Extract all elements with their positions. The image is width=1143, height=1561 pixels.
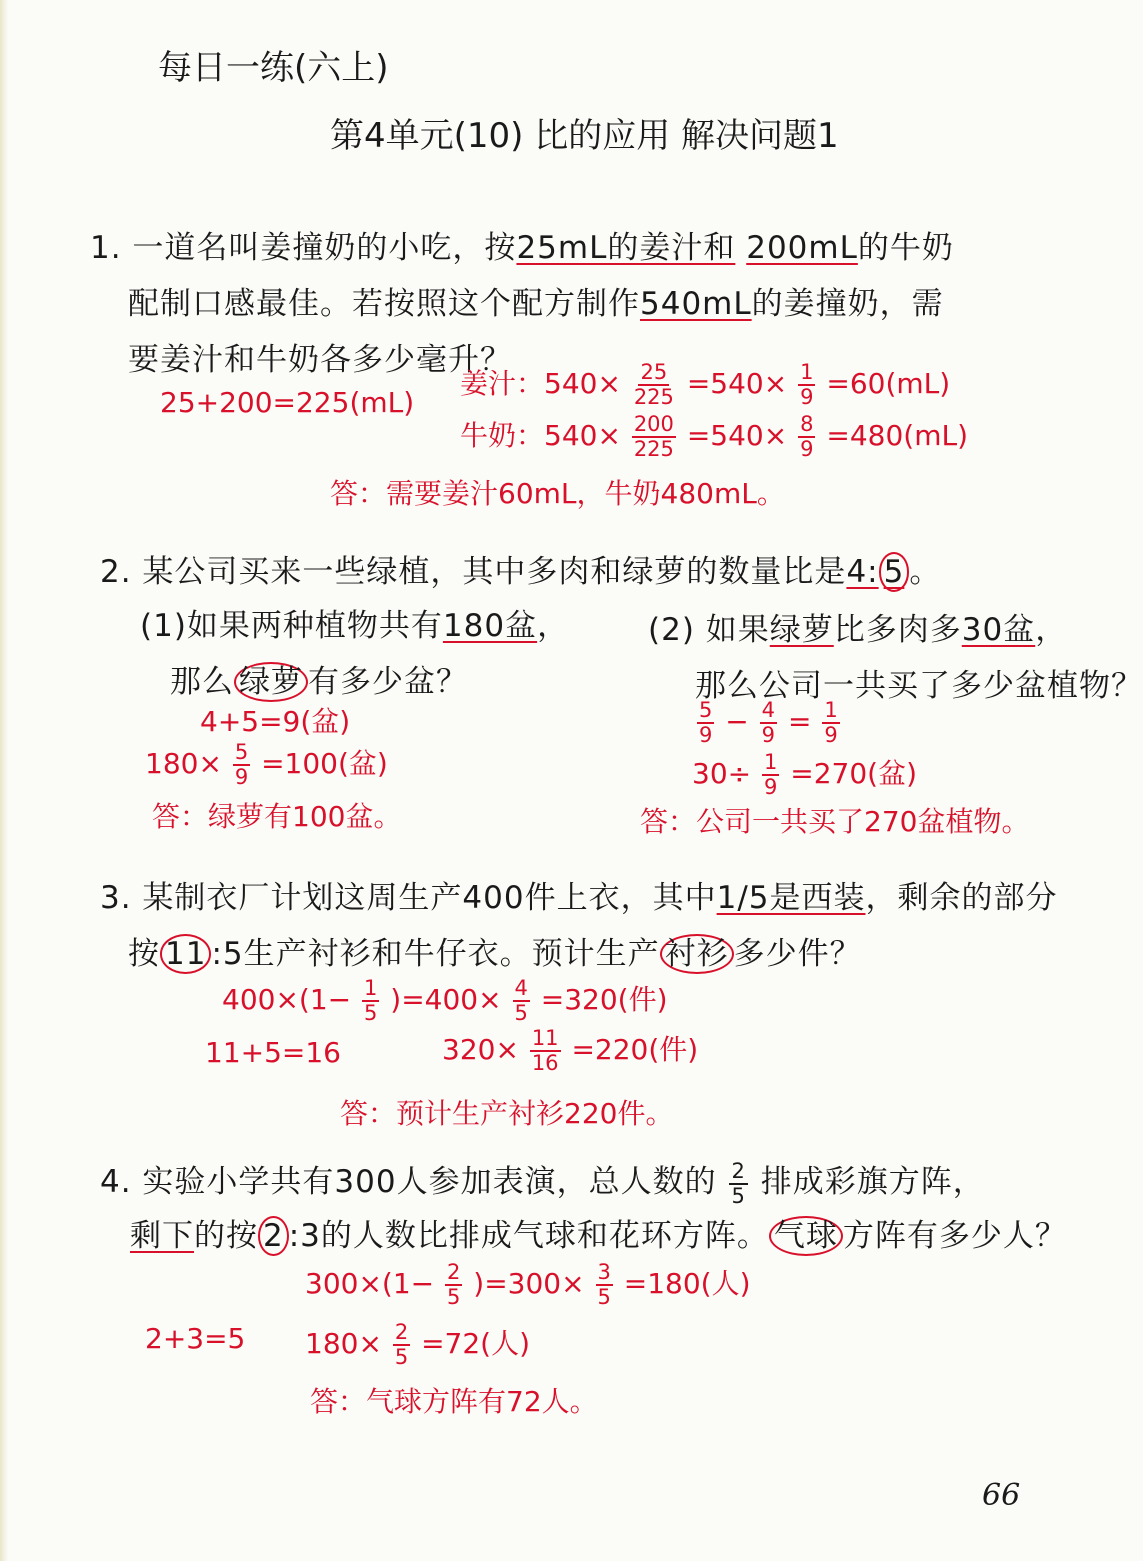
fraction bbox=[362, 978, 379, 1024]
q1-answer: 答：需要姜汁60mL，牛奶480mL。 bbox=[330, 477, 785, 510]
numerator: 5 bbox=[699, 698, 713, 722]
circled-ratio-part: 5 bbox=[879, 552, 910, 592]
q2-underlined-diff: 30盆 bbox=[961, 612, 1036, 648]
fraction bbox=[632, 414, 676, 460]
q4-text: 的按 bbox=[194, 1218, 258, 1254]
q2-text: (1)如果两种植物共有 bbox=[140, 608, 443, 644]
denominator: 9 bbox=[761, 723, 776, 747]
calc-text: 姜汁：540× bbox=[460, 367, 621, 400]
fraction bbox=[729, 1158, 747, 1208]
q2-p2-calc2 bbox=[692, 752, 917, 798]
q2-text: 有多少盆？ bbox=[308, 664, 468, 700]
q3-underlined-suits: 1/5是西装 bbox=[716, 880, 866, 916]
denominator: 5 bbox=[514, 1001, 528, 1025]
numerator: 200 bbox=[633, 412, 674, 436]
q1-text: 配制口感最佳。若按照这个配方制作 bbox=[128, 286, 640, 322]
q2-p2-line2: 那么公司一共买了多少盆植物？ bbox=[695, 668, 1143, 704]
denominator: 5 bbox=[731, 1183, 746, 1208]
calc-text: =60(mL) bbox=[826, 367, 951, 400]
q4-text: 的人数比排成气球和花环方阵。 bbox=[320, 1218, 769, 1254]
q2-p1-answer: 答：绿萝有100盆。 bbox=[152, 800, 402, 833]
q4-text: 4. 实验小学共有300人参加表演，总人数的 bbox=[100, 1164, 717, 1200]
circled-ratio-part: 2 bbox=[258, 1216, 289, 1256]
q2-ratio bbox=[846, 552, 909, 592]
fraction bbox=[596, 1262, 613, 1308]
q4-line1 bbox=[100, 1156, 985, 1207]
fraction bbox=[798, 414, 815, 460]
unit-title: 第4单元(10) 比的应用 解决问题1 bbox=[330, 116, 839, 156]
q4-line2 bbox=[130, 1210, 1067, 1255]
calc-text: 300×(1− bbox=[305, 1267, 435, 1300]
q3-calc1 bbox=[222, 978, 668, 1024]
q4-text: 方阵有多少人？ bbox=[842, 1218, 1067, 1254]
q4-text: 排成彩旗方阵， bbox=[760, 1164, 985, 1200]
numerator: 8 bbox=[800, 412, 814, 436]
denominator: 5 bbox=[394, 1345, 409, 1369]
numerator: 1 bbox=[364, 976, 378, 1000]
q2-p2-line1 bbox=[648, 604, 1067, 649]
circled-word: 气球 bbox=[769, 1216, 843, 1256]
fraction bbox=[822, 700, 839, 746]
calc-text: − bbox=[725, 705, 749, 738]
calc-text: )=400× bbox=[390, 983, 502, 1016]
denominator: 16 bbox=[531, 1051, 559, 1075]
fraction bbox=[513, 978, 530, 1024]
denominator: 9 bbox=[699, 723, 713, 747]
fraction bbox=[233, 742, 250, 788]
denominator: 5 bbox=[447, 1285, 461, 1309]
q4-answer: 答：气球方阵有72人。 bbox=[310, 1385, 598, 1418]
calc-text: 牛奶：540× bbox=[460, 419, 621, 452]
q4-calc1 bbox=[305, 1262, 751, 1308]
q2-p1-line1 bbox=[140, 600, 569, 645]
q1-sum: 25+200=225(mL) bbox=[160, 386, 415, 419]
q2-text: 比多肉多 bbox=[833, 612, 962, 648]
q3-answer: 答：预计生产衬衫220件。 bbox=[340, 1097, 674, 1130]
q2-line1 bbox=[100, 546, 941, 591]
fraction bbox=[445, 1262, 462, 1308]
fraction bbox=[762, 752, 779, 798]
q3-line2 bbox=[128, 928, 862, 973]
calc-text: )=300× bbox=[473, 1267, 585, 1300]
q3-text: 3. 某制衣厂计划这周生产400件上衣，其中 bbox=[100, 880, 717, 916]
denominator: 5 bbox=[597, 1285, 611, 1309]
numerator: 1 bbox=[824, 698, 838, 722]
circled-ratio-part: 11 bbox=[160, 934, 211, 974]
fraction bbox=[760, 700, 777, 746]
calc-text: =540× bbox=[686, 367, 788, 400]
numerator: 25 bbox=[640, 360, 668, 384]
q1-milk-calc bbox=[460, 414, 968, 460]
numerator: 11 bbox=[531, 1026, 559, 1050]
q2-underlined-word: 绿萝 bbox=[769, 612, 834, 648]
denominator: 225 bbox=[633, 437, 674, 461]
q3-text: ，剩余的部分 bbox=[865, 880, 1058, 916]
q2-p2-answer: 答：公司一共买了270盆植物。 bbox=[640, 805, 1030, 838]
fraction bbox=[798, 362, 815, 408]
q4-underlined-remaining: 剩下 bbox=[130, 1218, 194, 1254]
q2-p1-calc2 bbox=[145, 742, 388, 788]
calc-text: 30÷ bbox=[692, 757, 752, 790]
q3-text: 按 bbox=[128, 936, 160, 972]
calc-text: = bbox=[787, 705, 812, 738]
q2-underlined-total: 180盆 bbox=[442, 608, 538, 644]
q1-ginger-calc bbox=[460, 362, 950, 408]
numerator: 4 bbox=[761, 698, 776, 722]
denominator: 225 bbox=[633, 385, 674, 409]
q1-underlined-total: 540mL bbox=[640, 286, 752, 322]
numerator: 4 bbox=[514, 976, 528, 1000]
circled-word: 衬衫 bbox=[660, 934, 734, 974]
numerator: 5 bbox=[234, 740, 249, 764]
q1-text: 的姜撞奶，需 bbox=[751, 286, 944, 322]
q4-sum: 2+3=5 bbox=[145, 1322, 246, 1355]
calc-text: =270(盆) bbox=[790, 757, 918, 790]
page-number: 66 bbox=[982, 1478, 1021, 1513]
ratio-part: :3 bbox=[288, 1218, 321, 1254]
calc-text: 180× bbox=[305, 1327, 382, 1360]
denominator: 9 bbox=[800, 437, 814, 461]
calc-text: =320(件) bbox=[540, 983, 668, 1016]
q1-text: 的牛奶 bbox=[857, 230, 954, 266]
fraction bbox=[393, 1322, 410, 1368]
calc-text: 180× bbox=[145, 747, 222, 780]
q2-p2-calc1 bbox=[695, 700, 842, 746]
ratio-part: :5 bbox=[211, 936, 244, 972]
q2-text: (2) 如果 bbox=[648, 612, 770, 648]
fraction bbox=[632, 362, 676, 408]
denominator: 5 bbox=[364, 1001, 378, 1025]
numerator: 2 bbox=[447, 1260, 461, 1284]
q3-sum: 11+5=16 bbox=[205, 1036, 341, 1069]
calc-text: =100(盆) bbox=[261, 747, 388, 780]
q1-line1 bbox=[90, 222, 954, 267]
q2-text: 2. 某公司买来一些绿植，其中多肉和绿萝的数量比是 bbox=[100, 554, 847, 590]
q3-line1 bbox=[100, 872, 1058, 917]
fraction bbox=[530, 1028, 561, 1074]
q2-text: 。 bbox=[909, 554, 942, 590]
fraction bbox=[697, 700, 714, 746]
numerator: 1 bbox=[764, 750, 778, 774]
numerator: 2 bbox=[731, 1158, 746, 1183]
calc-text: =180(人) bbox=[623, 1267, 751, 1300]
numerator: 3 bbox=[597, 1260, 611, 1284]
calc-text: 400×(1− bbox=[222, 983, 352, 1016]
denominator: 9 bbox=[800, 385, 814, 409]
calc-text: =480(mL) bbox=[826, 419, 969, 452]
circled-word: 绿萝 bbox=[234, 662, 308, 702]
q3-calc2 bbox=[442, 1028, 698, 1074]
q2-text: 那么 bbox=[170, 664, 234, 700]
calc-text: =220(件) bbox=[571, 1033, 699, 1066]
numerator: 1 bbox=[800, 360, 814, 384]
calc-text: =540× bbox=[686, 419, 788, 452]
q2-text: ， bbox=[1035, 612, 1068, 648]
numerator: 2 bbox=[394, 1320, 409, 1344]
q1-underlined-ginger: 25mL的姜汁和 bbox=[516, 230, 736, 266]
q1-line2 bbox=[128, 278, 944, 323]
series-title: 每日一练(六上) bbox=[158, 48, 389, 88]
denominator: 9 bbox=[824, 723, 838, 747]
denominator: 9 bbox=[764, 775, 778, 799]
q1-line3: 要姜汁和牛奶各多少毫升？ bbox=[128, 342, 512, 378]
q2-p1-calc1: 4+5=9(盆) bbox=[200, 705, 351, 738]
q4-calc2 bbox=[305, 1322, 530, 1368]
q3-text: 多少件？ bbox=[733, 936, 862, 972]
ratio-part: 4: bbox=[846, 554, 879, 590]
page-edge-shadow bbox=[0, 0, 8, 1561]
q1-text: 1. 一道名叫姜撞奶的小吃，按 bbox=[90, 230, 517, 266]
calc-text: 320× bbox=[442, 1033, 519, 1066]
q1-underlined-milk: 200mL bbox=[746, 230, 858, 266]
q2-text: ， bbox=[537, 608, 570, 644]
q3-text: 生产衬衫和牛仔衣。预计生产 bbox=[243, 936, 660, 972]
denominator: 9 bbox=[234, 765, 249, 789]
q2-p1-line2 bbox=[170, 656, 468, 701]
calc-text: =72(人) bbox=[421, 1327, 531, 1360]
